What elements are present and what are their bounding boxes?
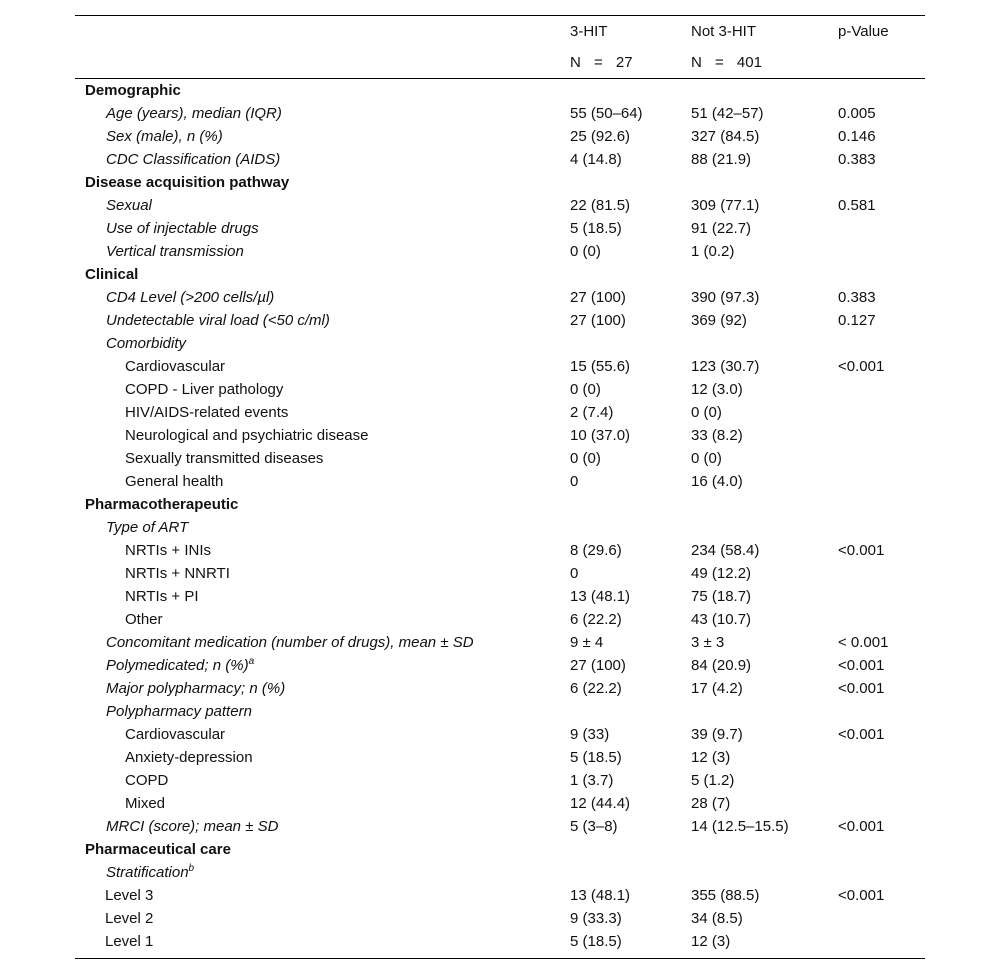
cell-3hit: 22 (81.5): [570, 197, 631, 214]
row-label-text: COPD - Liver pathology: [125, 381, 284, 398]
row-label: [75, 815, 278, 838]
cell-p-value: 0.005: [838, 105, 876, 122]
row-label: [75, 470, 223, 493]
table-row: [75, 493, 925, 516]
cell-not-3hit: 51 (42–57): [691, 105, 764, 122]
row-label-text: Clinical: [85, 266, 139, 283]
row-label-text: CD4 Level (>200 cells/µl): [106, 289, 275, 306]
cell-3hit: 27 (100): [570, 289, 626, 306]
row-label: [75, 930, 153, 953]
row-label: [75, 562, 230, 585]
cell-not-3hit: 12 (3.0): [691, 381, 743, 398]
cell-not-3hit: 5 (1.2): [691, 772, 735, 789]
row-label-text: Cardiovascular: [125, 726, 226, 743]
row-label: [75, 861, 194, 884]
cell-3hit: 9 ± 4: [570, 634, 604, 651]
row-label-text: Cardiovascular: [125, 358, 226, 375]
cell-3hit: 0 (0): [570, 450, 601, 467]
header-p-value: p-Value: [838, 23, 889, 40]
row-label-text: Polymedicated; n (%): [106, 657, 249, 674]
cell-not-3hit: 84 (20.9): [691, 657, 752, 674]
cell-3hit: 12 (44.4): [570, 795, 631, 812]
table-row: [75, 309, 925, 332]
cell-not-3hit: 75 (18.7): [691, 588, 752, 605]
cell-3hit: 2 (7.4): [570, 404, 614, 421]
header-not-3hit-n: N = 401: [691, 54, 762, 71]
cell-3hit: 13 (48.1): [570, 887, 631, 904]
cell-p-value: <0.001: [838, 542, 885, 559]
row-label-text: Age (years), median (IQR): [106, 105, 282, 122]
row-label-text: Neurological and psychiatric disease: [125, 427, 369, 444]
cell-p-value: 0.581: [838, 197, 876, 214]
row-label: [75, 907, 153, 930]
row-label: [75, 447, 323, 470]
section-heading: [75, 263, 138, 286]
cell-p-value: <0.001: [838, 887, 885, 904]
cell-not-3hit: 91 (22.7): [691, 220, 752, 237]
row-label-text: NRTIs + NNRTI: [125, 565, 230, 582]
row-label: [75, 769, 168, 792]
cell-not-3hit: 1 (0.2): [691, 243, 735, 260]
row-label: [75, 654, 254, 677]
row-label-text: HIV/AIDS-related events: [125, 404, 289, 421]
cell-3hit: 9 (33.3): [570, 910, 622, 927]
section-heading: [75, 171, 289, 194]
cell-3hit: 5 (18.5): [570, 749, 622, 766]
cell-not-3hit: 390 (97.3): [691, 289, 760, 306]
table-header: [75, 15, 925, 79]
cell-3hit: 13 (48.1): [570, 588, 631, 605]
row-label-text: Pharmacotherapeutic: [85, 496, 239, 513]
cell-not-3hit: 49 (12.2): [691, 565, 752, 582]
table-row: [75, 171, 925, 194]
row-label: [75, 631, 474, 654]
cell-not-3hit: 17 (4.2): [691, 680, 743, 697]
row-label-text: Vertical transmission: [106, 243, 244, 260]
cell-3hit: 1 (3.7): [570, 772, 614, 789]
row-label: [75, 217, 259, 240]
cell-not-3hit: 34 (8.5): [691, 910, 743, 927]
table-row: [75, 723, 925, 746]
table-row: [75, 194, 925, 217]
cell-p-value: <0.001: [838, 726, 885, 743]
cell-not-3hit: 14 (12.5–15.5): [691, 818, 789, 835]
row-label-text: Sexually transmitted diseases: [125, 450, 324, 467]
table-row: [75, 608, 925, 631]
cell-3hit: 27 (100): [570, 657, 626, 674]
row-label-text: Sexual: [106, 197, 152, 214]
row-label-text: Sex (male), n (%): [106, 128, 223, 145]
table-row: [75, 102, 925, 125]
table-row: [75, 355, 925, 378]
row-label: [75, 102, 282, 125]
cell-not-3hit: 39 (9.7): [691, 726, 743, 743]
cell-not-3hit: 43 (10.7): [691, 611, 752, 628]
row-label: [75, 125, 223, 148]
table-row: [75, 677, 925, 700]
section-heading: [75, 838, 231, 861]
row-label-text: COPD: [125, 772, 169, 789]
row-label: [75, 700, 252, 723]
table-row: [75, 378, 925, 401]
cell-not-3hit: 3 ± 3: [691, 634, 725, 651]
cell-3hit: 6 (22.2): [570, 611, 622, 628]
row-label-text: Concomitant medication (number of drugs), mean ± SD: [106, 634, 474, 651]
table-row: [75, 263, 925, 286]
row-label-text: Anxiety-depression: [125, 749, 253, 766]
cell-3hit: 27 (100): [570, 312, 626, 329]
row-label: [75, 355, 225, 378]
row-label: [75, 286, 274, 309]
table-row: [75, 861, 925, 884]
row-label-text: Stratification: [106, 864, 189, 881]
row-label: [75, 148, 280, 171]
table-row: [75, 286, 925, 309]
table-row: [75, 815, 925, 838]
row-label-text: Disease acquisition pathway: [85, 174, 290, 191]
cell-not-3hit: 33 (8.2): [691, 427, 743, 444]
cell-p-value: <0.001: [838, 358, 885, 375]
cell-3hit: 0 (0): [570, 243, 601, 260]
row-label: [75, 240, 244, 263]
row-label: [75, 746, 253, 769]
table-row: [75, 401, 925, 424]
row-label-text: Level 1: [105, 933, 154, 950]
row-label-text: Polypharmacy pattern: [106, 703, 252, 720]
table-row: [75, 424, 925, 447]
cell-3hit: 15 (55.6): [570, 358, 631, 375]
row-label-text: Type of ART: [106, 519, 189, 536]
cell-3hit: 8 (29.6): [570, 542, 622, 559]
row-label: [75, 539, 211, 562]
cell-p-value: <0.001: [838, 818, 885, 835]
row-label: [75, 608, 163, 631]
cell-p-value: <0.001: [838, 657, 885, 674]
cell-3hit: 25 (92.6): [570, 128, 631, 145]
row-label: [75, 332, 186, 355]
table-row: [75, 562, 925, 585]
table-row: [75, 631, 925, 654]
row-label-text: Use of injectable drugs: [106, 220, 259, 237]
table-row: [75, 838, 925, 861]
cell-p-value: 0.146: [838, 128, 876, 145]
table-row: [75, 79, 925, 102]
table-row: [75, 746, 925, 769]
row-label: [75, 401, 288, 424]
row-label-text: Other: [125, 611, 163, 628]
row-label-text: Major polypharmacy; n (%): [106, 680, 286, 697]
cell-3hit: 4 (14.8): [570, 151, 622, 168]
table-bottom-rule: [75, 958, 925, 959]
footnote-marker: b: [188, 863, 195, 874]
cell-not-3hit: 12 (3): [691, 749, 731, 766]
cell-3hit: 5 (3–8): [570, 818, 618, 835]
cell-3hit: 55 (50–64): [570, 105, 643, 122]
row-label: [75, 884, 153, 907]
table-row: [75, 447, 925, 470]
row-label: [75, 194, 152, 217]
table-row: [75, 769, 925, 792]
cell-3hit: 9 (33): [570, 726, 610, 743]
table-row: [75, 792, 925, 815]
row-label-text: CDC Classification (AIDS): [106, 151, 281, 168]
row-label-text: Level 3: [105, 887, 154, 904]
row-label: [75, 792, 165, 815]
cell-not-3hit: 0 (0): [691, 450, 722, 467]
row-label-text: Mixed: [125, 795, 166, 812]
table-row: [75, 148, 925, 171]
table-row: [75, 470, 925, 493]
cell-not-3hit: 309 (77.1): [691, 197, 760, 214]
row-label: [75, 677, 285, 700]
row-label: [75, 516, 188, 539]
table-row: [75, 700, 925, 723]
row-label: [75, 378, 283, 401]
cell-not-3hit: 16 (4.0): [691, 473, 743, 490]
row-label-text: NRTIs + INIs: [125, 542, 211, 559]
cell-not-3hit: 234 (58.4): [691, 542, 760, 559]
results-table: [75, 15, 925, 959]
cell-not-3hit: 369 (92): [691, 312, 747, 329]
header-3hit-n: N = 27: [570, 54, 633, 71]
cell-3hit: 5 (18.5): [570, 933, 622, 950]
table-row: [75, 240, 925, 263]
cell-3hit: 0: [570, 473, 579, 490]
cell-not-3hit: 88 (21.9): [691, 151, 752, 168]
section-heading: [75, 79, 181, 102]
cell-p-value: 0.383: [838, 151, 876, 168]
cell-3hit: 5 (18.5): [570, 220, 622, 237]
cell-3hit: 0 (0): [570, 381, 601, 398]
table-row: [75, 654, 925, 677]
row-label-text: Comorbidity: [106, 335, 187, 352]
header-not-3hit: Not 3-HIT: [691, 23, 757, 40]
table-row: [75, 516, 925, 539]
cell-p-value: 0.383: [838, 289, 876, 306]
row-label: [75, 309, 330, 332]
row-label-text: Level 2: [105, 910, 154, 927]
cell-p-value: 0.127: [838, 312, 876, 329]
cell-3hit: 10 (37.0): [570, 427, 631, 444]
cell-not-3hit: 123 (30.7): [691, 358, 760, 375]
cell-3hit: 0: [570, 565, 579, 582]
cell-not-3hit: 12 (3): [691, 933, 731, 950]
table-row: [75, 332, 925, 355]
section-heading: [75, 493, 238, 516]
row-label-text: General health: [125, 473, 224, 490]
cell-not-3hit: 327 (84.5): [691, 128, 760, 145]
row-label-text: Pharmaceutical care: [85, 841, 231, 858]
table-row: [75, 907, 925, 930]
table-row: [75, 585, 925, 608]
cell-3hit: 6 (22.2): [570, 680, 622, 697]
row-label-text: Demographic: [85, 82, 181, 99]
row-label-text: Undetectable viral load (<50 c/ml): [106, 312, 330, 329]
table-row: [75, 539, 925, 562]
cell-not-3hit: 355 (88.5): [691, 887, 760, 904]
cell-p-value: < 0.001: [838, 634, 889, 651]
header-3hit: 3-HIT: [570, 23, 608, 40]
row-label-text: MRCI (score); mean ± SD: [106, 818, 279, 835]
footnote-marker: a: [248, 656, 255, 667]
table-row: [75, 217, 925, 240]
row-label: [75, 585, 199, 608]
cell-p-value: <0.001: [838, 680, 885, 697]
table-row: [75, 930, 925, 953]
table-row: [75, 125, 925, 148]
cell-not-3hit: 0 (0): [691, 404, 722, 421]
row-label-text: NRTIs + PI: [125, 588, 199, 605]
row-label: [75, 424, 368, 447]
table-row: [75, 884, 925, 907]
row-label: [75, 723, 225, 746]
cell-not-3hit: 28 (7): [691, 795, 731, 812]
table-body: [75, 79, 925, 953]
